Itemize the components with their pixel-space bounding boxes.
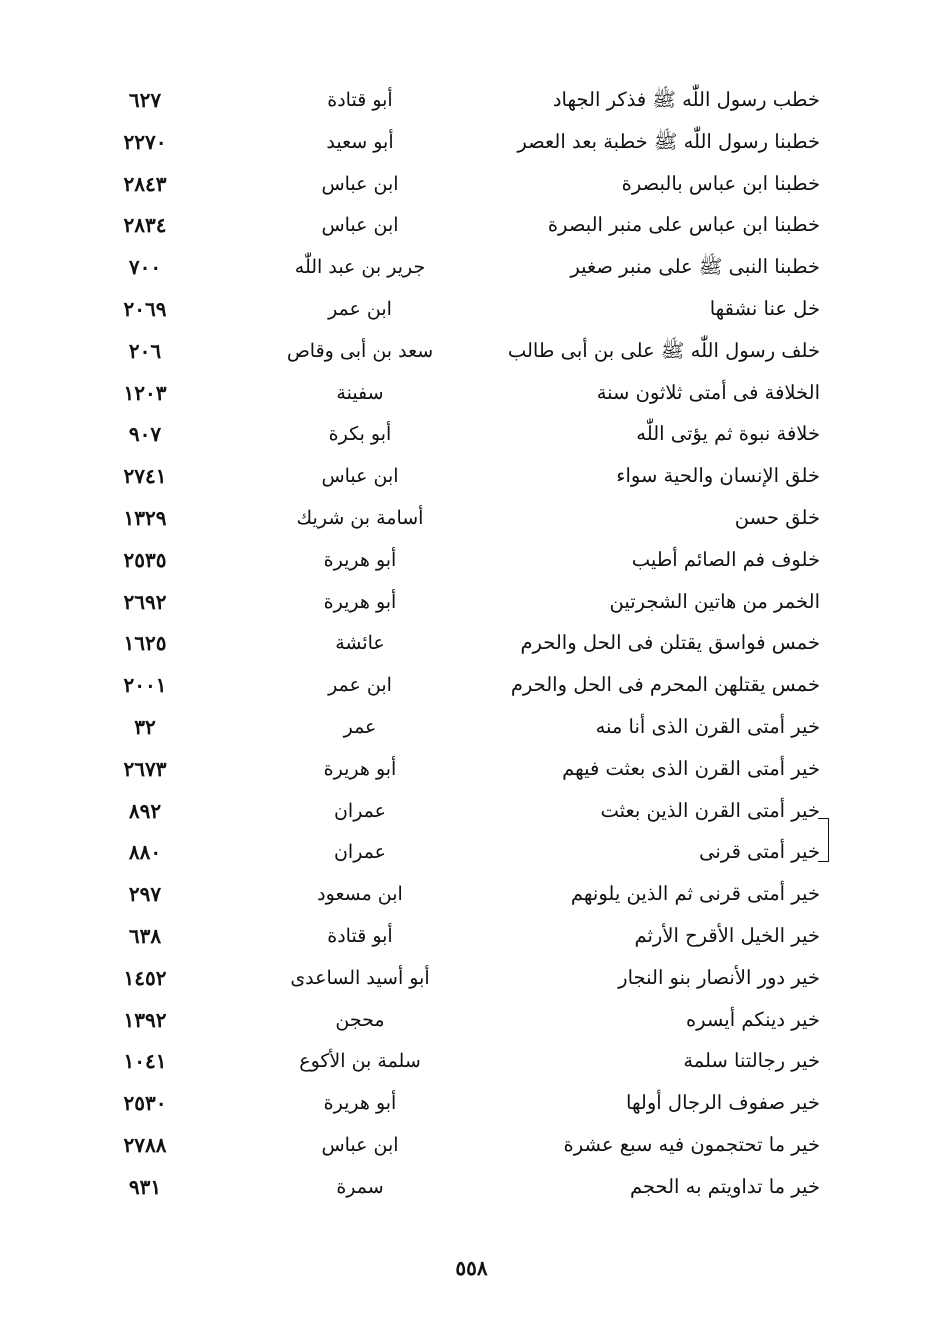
index-row (90, 791, 830, 833)
hadith-text: خير أمتى القرن الذين بعثت (600, 798, 820, 822)
hadith-number: ٧٠٠ (128, 255, 162, 280)
hadith-text: خير ما تداويتم به الحجم (629, 1174, 820, 1198)
hadith-number: ٢٦٩٢ (123, 589, 167, 614)
index-row (90, 205, 830, 247)
hadith-text: خطبنا ابن عباس بالبصرة (621, 171, 820, 195)
hadith-number: ١٦٢٥ (123, 631, 167, 656)
page-number: ٥٥٨ (455, 1256, 488, 1280)
hadith-number: ١٣٩٢ (123, 1007, 167, 1032)
narrator-name: ابن عمر (328, 297, 392, 320)
narrator-name: ابن عباس (321, 214, 399, 237)
hadith-text: الخلافة فى أمتى ثلاثون سنة (596, 380, 820, 404)
hadith-number: ٦٣٨ (128, 923, 162, 948)
hadith-number: ٢٢٧٠ (123, 129, 167, 154)
hadith-text: خير دور الأنصار بنو النجار (618, 965, 820, 989)
hadith-number: ٩٠٧ (128, 422, 162, 447)
hadith-number: ٣٢ (134, 714, 156, 739)
hadith-number: ٢٨٣٤ (123, 213, 167, 238)
narrator-name: أبو قتادة (327, 89, 393, 111)
index-row (90, 373, 830, 415)
index-row (90, 331, 830, 373)
hadith-text: خير ما تحتجمون فيه سبع عشرة (563, 1132, 820, 1156)
hadith-text: خير أمتى القرن الذى بعثت فيهم (562, 756, 820, 780)
hadith-text: خير الخيل الأقرح الأرثم (634, 923, 820, 947)
narrator-name: أسامة بن شريك (296, 506, 424, 529)
hadith-number: ٩٣١ (128, 1174, 162, 1199)
hadith-text: خل عنا نشقها (709, 296, 820, 320)
hadith-text: خمس فواسق يقتلن فى الحل والحرم (520, 631, 820, 655)
hadith-number: ٢٧٨٨ (123, 1132, 167, 1157)
narrator-name: سلمة بن الأكوع (299, 1050, 421, 1073)
index-row (90, 623, 830, 665)
narrator-name: أبو هريرة (323, 548, 397, 571)
index-row (90, 247, 830, 289)
narrator-name: محجن (335, 1008, 385, 1031)
hadith-text: خير أمتى القرن الذى أنا منه (595, 714, 820, 738)
index-row (90, 1125, 830, 1167)
narrator-name: ابن عمر (328, 674, 392, 697)
narrator-name: عائشة (335, 632, 385, 655)
hadith-index-table (90, 80, 830, 1209)
grouping-bracket (818, 818, 829, 862)
index-row (90, 874, 830, 916)
index-row (90, 1041, 830, 1083)
hadith-text: خير صفوف الرجال أولها (626, 1091, 820, 1115)
index-row (90, 498, 830, 540)
hadith-text: خلافة نبوة ثم يؤتى اللّٰه (636, 422, 820, 446)
hadith-number: ٢٠٦٩ (123, 296, 167, 321)
index-row (90, 749, 830, 791)
narrator-name: سعد بن أبى وقاص (286, 339, 434, 362)
hadith-number: ٨٨٠ (128, 840, 162, 865)
hadith-number: ٢٨٤٣ (123, 171, 167, 196)
narrator-name: ابن عباس (321, 172, 399, 195)
hadith-number: ١٤٥٢ (123, 965, 167, 990)
index-row (90, 707, 830, 749)
narrator-name: سمرة (336, 1175, 384, 1198)
index-row (90, 289, 830, 331)
hadith-text: خلوف فم الصائم أطيب (631, 547, 820, 571)
hadith-text: خطبنا رسول اللّٰه ﷺ خطبة بعد العصر (517, 129, 820, 153)
hadith-text: خير أمتى قرنى (699, 840, 820, 864)
narrator-name: أبو أسيد الساعدى (290, 966, 430, 989)
hadith-text: خلق حسن (734, 505, 820, 529)
index-row (90, 832, 830, 874)
hadith-text: الخمر من هاتين الشجرتين (609, 589, 820, 613)
narrator-name: أبو بكرة (328, 423, 392, 446)
index-row (90, 164, 830, 206)
index-row (90, 1000, 830, 1042)
hadith-number: ٢٥٣٠ (123, 1091, 167, 1116)
index-row (90, 916, 830, 958)
narrator-name: جرير بن عبد اللّٰه (294, 256, 426, 279)
hadith-text: خطبنا النبى ﷺ على منبر صغير (570, 255, 820, 279)
narrator-name: ابن مسعود (317, 883, 403, 906)
hadith-number: ٢٠٦ (128, 338, 162, 363)
hadith-text: خطب رسول اللّٰه ﷺ فذكر الجهاد (552, 88, 820, 111)
narrator-name: أبو قتادة (327, 924, 393, 947)
hadith-number: ٢٠٠١ (123, 673, 167, 698)
index-row (90, 80, 830, 122)
index-row (90, 665, 830, 707)
narrator-name: أبو هريرة (323, 1092, 397, 1115)
narrator-name: أبو سعيد (326, 130, 394, 153)
hadith-number: ٢٥٣٥ (123, 547, 167, 572)
narrator-name: عمر (343, 715, 377, 738)
hadith-text: خير رجالتنا سلمة (683, 1049, 820, 1073)
narrator-name: أبو هريرة (323, 757, 397, 780)
index-row (90, 1083, 830, 1125)
narrator-name: سفينة (336, 381, 384, 404)
hadith-text: خطبنا ابن عباس على منبر البصرة (547, 213, 820, 237)
index-row (90, 958, 830, 1000)
hadith-number: ١٣٢٩ (123, 505, 167, 530)
index-row (90, 456, 830, 498)
hadith-number: ١٢٠٣ (123, 380, 167, 405)
hadith-text: خلف رسول اللّٰه ﷺ على بن أبى طالب (507, 338, 820, 362)
hadith-text: خمس يقتلهن المحرم فى الحل والحرم (510, 673, 820, 697)
hadith-number: ٨٩٢ (128, 798, 162, 823)
index-row (90, 122, 830, 164)
index-row (90, 1167, 830, 1209)
hadith-number: ٢٧٤١ (123, 464, 167, 489)
index-row (90, 414, 830, 456)
hadith-number: ١٠٤١ (123, 1049, 167, 1074)
narrator-name: أبو هريرة (323, 590, 397, 613)
index-row (90, 540, 830, 582)
narrator-name: عمران (333, 841, 387, 864)
hadith-number: ٢٦٧٣ (123, 756, 167, 781)
index-row (90, 582, 830, 624)
hadith-text: خير دينكم أيسره (685, 1007, 820, 1031)
narrator-name: ابن عباس (321, 465, 399, 488)
hadith-number: ٢٩٧ (128, 882, 162, 907)
hadith-text: خير أمتى قرنى ثم الذين يلونهم (570, 882, 820, 906)
hadith-number: ٦٢٧ (128, 88, 162, 112)
narrator-name: عمران (333, 799, 387, 822)
hadith-text: خلق الإنسان والحية سواء (616, 464, 820, 488)
narrator-name: ابن عباس (321, 1133, 399, 1156)
